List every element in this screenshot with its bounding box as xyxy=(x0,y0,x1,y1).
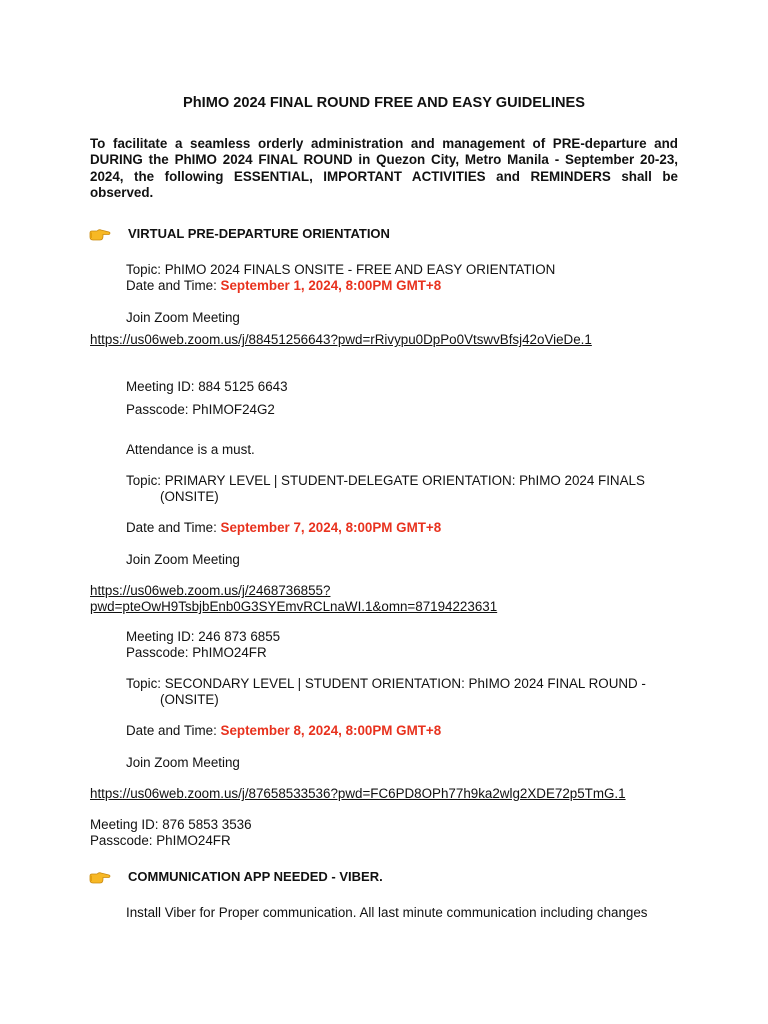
meeting1-id: Meeting ID: 884 5125 6643 xyxy=(126,379,288,394)
intro-paragraph: To facilitate a seamless orderly administration and management of PRE-departure and DURING the PhIMO 2024 FINAL ROUND in Quezon City, Metro Manila - September 20-23, 2024, the following ESSENTIAL, IMPORTANT ACTIVITIES and REMINDERS shall be observed. xyxy=(90,136,678,200)
backhand-index-pointing-right-icon xyxy=(89,228,111,242)
meeting1-join: Join Zoom Meeting xyxy=(126,310,240,325)
page-title: PhIMO 2024 FINAL ROUND FREE AND EASY GUIDELINES xyxy=(183,95,585,111)
meeting1-zoom-link[interactable]: https://us06web.zoom.us/j/88451256643?pwd=rRivypu0DpPo0VtswvBfsj42oVieDe.1 xyxy=(90,332,592,347)
meeting2-topic: Topic: PRIMARY LEVEL | STUDENT-DELEGATE ORIENTATION: PhIMO 2024 FINALS xyxy=(126,473,645,488)
meeting2-zoom-link[interactable]: https://us06web.zoom.us/j/2468736855? xyxy=(90,583,331,598)
section-heading-communication: COMMUNICATION APP NEEDED - VIBER. xyxy=(128,869,383,884)
meeting2-topic-cont: (ONSITE) xyxy=(160,489,219,504)
meeting3-id: Meeting ID: 876 5853 3536 xyxy=(90,817,252,832)
meeting2-date xyxy=(126,520,441,536)
meeting3-topic: Topic: SECONDARY LEVEL | STUDENT ORIENTATION: PhIMO 2024 FINAL ROUND - xyxy=(126,676,646,691)
meeting2-zoom-link-cont[interactable]: pwd=pteOwH9TsbjbEnb0G3SYEmvRCLnaWI.1&omn=87194223631 xyxy=(90,599,498,614)
meeting1-passcode: Passcode: PhIMOF24G2 xyxy=(126,402,275,417)
date-label: Date and Time: xyxy=(126,520,221,535)
meeting3-join: Join Zoom Meeting xyxy=(126,755,240,770)
date-value: September 8, 2024, 8:00PM GMT+8 xyxy=(220,723,442,738)
meeting2-id: Meeting ID: 246 873 6855 xyxy=(126,629,281,644)
meeting3-passcode: Passcode: PhIMO24FR xyxy=(90,833,231,848)
date-label: Date and Time: xyxy=(126,723,221,738)
meeting2-passcode: Passcode: PhIMO24FR xyxy=(126,645,267,660)
meeting3-zoom-link[interactable]: https://us06web.zoom.us/j/87658533536?pwd=FC6PD8OPh77h9ka2wlg2XDE72p5TmG.1 xyxy=(90,786,626,801)
meeting1-date xyxy=(126,278,441,294)
backhand-index-pointing-right-icon xyxy=(89,871,111,885)
date-value: September 1, 2024, 8:00PM GMT+8 xyxy=(220,278,442,293)
meeting3-date xyxy=(126,723,441,739)
viber-instructions: Install Viber for Proper communication. All last minute communication including changes xyxy=(126,905,648,920)
date-value: September 7, 2024, 8:00PM GMT+8 xyxy=(220,520,442,535)
attendance-note: Attendance is a must. xyxy=(126,442,255,457)
section-heading-orientation: VIRTUAL PRE-DEPARTURE ORIENTATION xyxy=(128,226,390,241)
meeting3-topic-cont: (ONSITE) xyxy=(160,692,219,707)
meeting1-topic: Topic: PhIMO 2024 FINALS ONSITE - FREE AND EASY ORIENTATION xyxy=(126,262,556,277)
meeting2-join: Join Zoom Meeting xyxy=(126,552,240,567)
date-label: Date and Time: xyxy=(126,278,221,293)
